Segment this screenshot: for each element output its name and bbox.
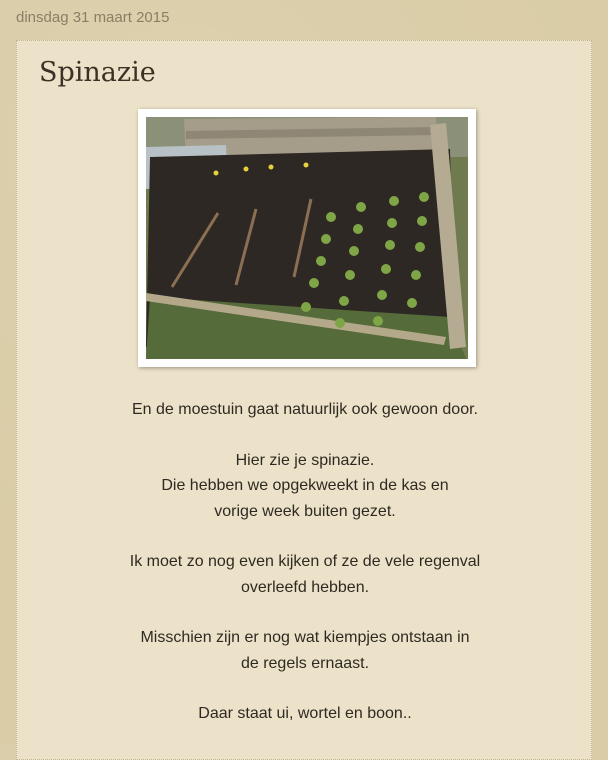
text-line: Misschien zijn er nog wat kiempjes ontstaan in [140,629,470,646]
text-line: Ik moet zo nog even kijken of ze de vele regenval [129,553,481,570]
post-body [17,397,593,752]
text-line: overleefd hebben. [240,578,370,596]
text-line: vorige week buiten gezet. [214,502,396,520]
post-title[interactable]: Spinazie [39,57,156,88]
paragraph-rows [17,701,593,727]
text-line: de regels ernaast. [240,654,370,672]
text-line: Hier zie je spinazie. [235,451,375,469]
date-header: dinsdag 31 maart 2015 [16,9,170,26]
paragraph-rain [17,549,593,600]
paragraph-seedlings [17,625,593,676]
post-card [16,40,592,760]
garden-bed-photo [146,117,468,359]
paragraph-spinach [17,448,593,525]
text-line: En de moestuin gaat natuurlijk ook gewoon door. [131,401,478,418]
post-image[interactable] [138,109,476,367]
paragraph-intro [17,397,593,423]
text-line: Daar staat ui, wortel en boon.. [198,705,412,722]
text-line: Die hebben we opgekweekt in de kas en [161,477,449,494]
